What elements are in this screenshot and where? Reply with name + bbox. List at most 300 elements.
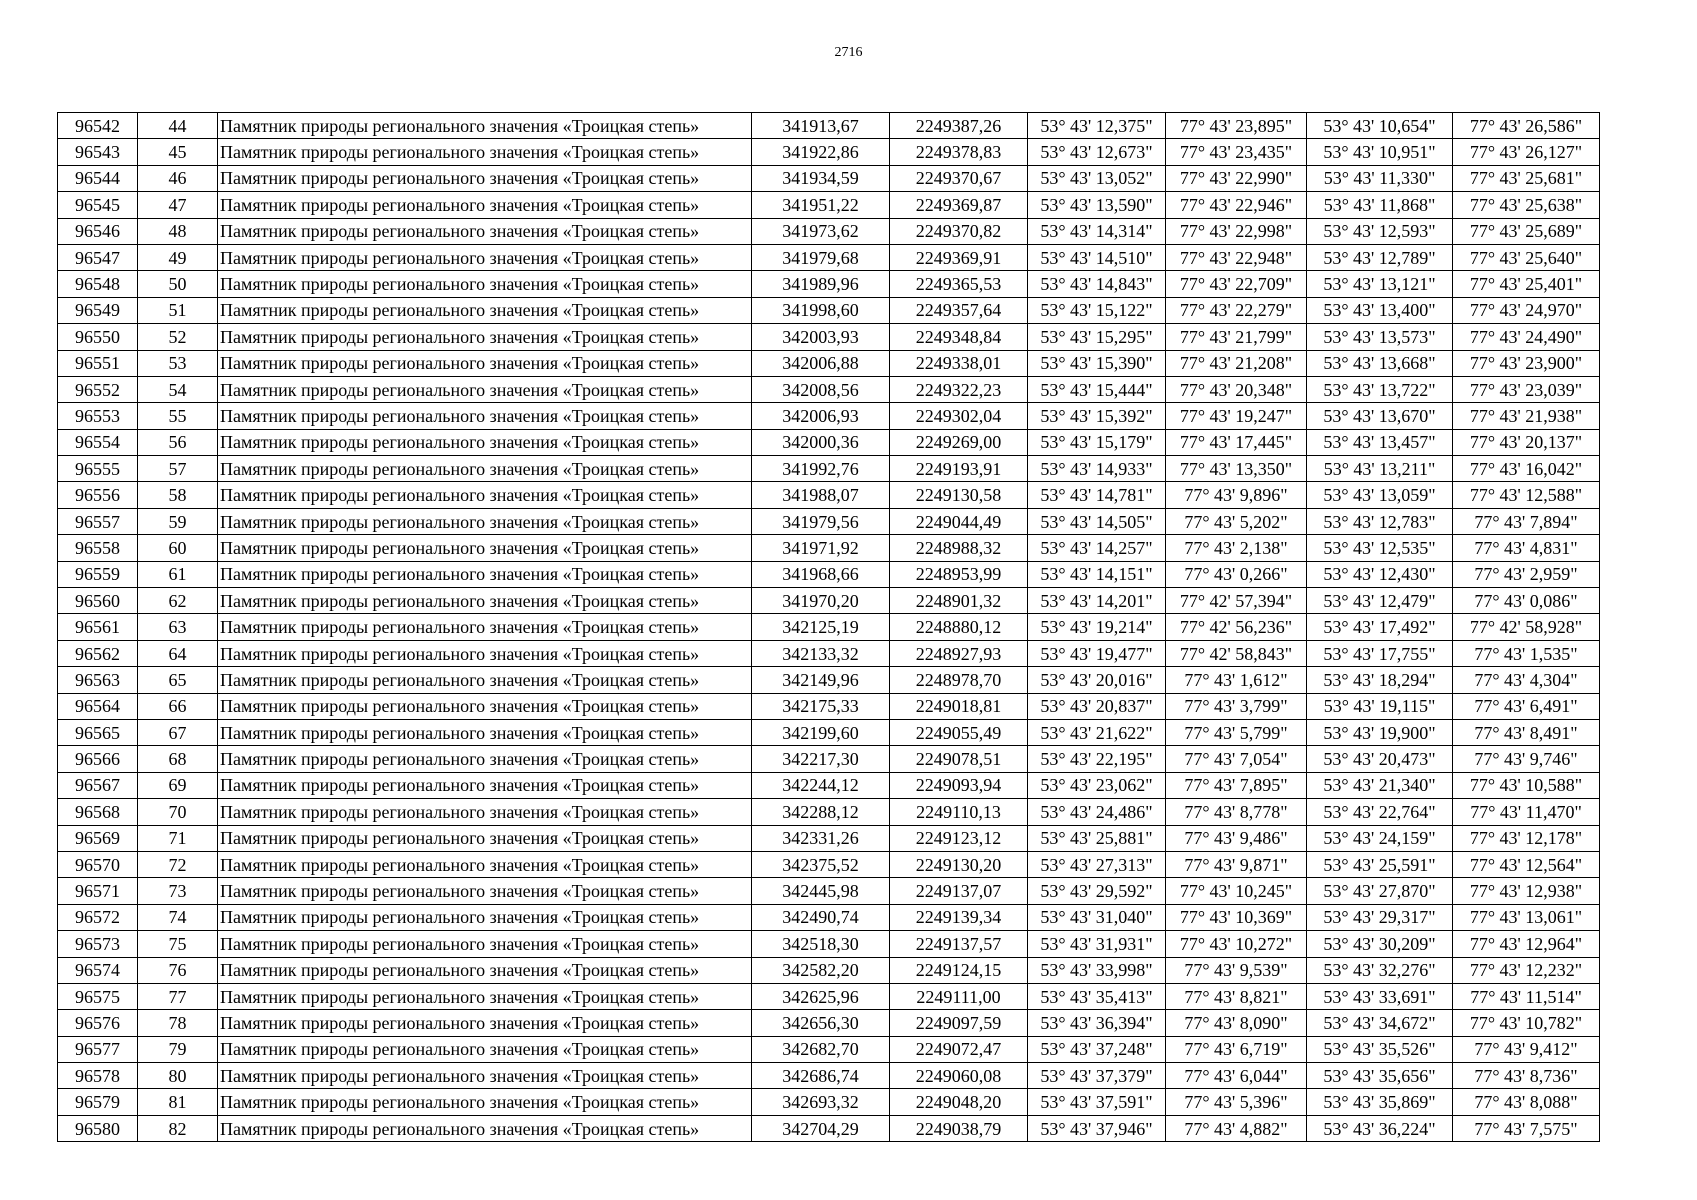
coord-y-cell: 2249130,20: [890, 851, 1028, 877]
latitude-1-cell: 53° 43' 19,477": [1028, 640, 1166, 666]
row-id-cell: 96560: [58, 588, 138, 614]
coord-y-cell: 2249078,51: [890, 746, 1028, 772]
coord-x-cell: 342006,93: [752, 403, 890, 429]
longitude-1-cell: 77° 43' 4,882": [1166, 1115, 1307, 1141]
longitude-2-cell: 77° 43' 23,039": [1453, 376, 1600, 402]
point-number-cell: 57: [138, 456, 218, 482]
longitude-1-cell: 77° 43' 22,998": [1166, 218, 1307, 244]
table-row: [58, 904, 1600, 930]
coord-y-cell: 2249139,34: [890, 904, 1028, 930]
longitude-1-cell: 77° 43' 6,719": [1166, 1036, 1307, 1062]
latitude-2-cell: 53° 43' 12,430": [1307, 561, 1453, 587]
row-id-cell: 96547: [58, 244, 138, 270]
table-row: [58, 218, 1600, 244]
coord-y-cell: 2249055,49: [890, 719, 1028, 745]
longitude-1-cell: 77° 43' 10,369": [1166, 904, 1307, 930]
table-row: [58, 376, 1600, 402]
coord-x-cell: 342375,52: [752, 851, 890, 877]
latitude-1-cell: 53° 43' 25,881": [1028, 825, 1166, 851]
longitude-1-cell: 77° 43' 9,871": [1166, 851, 1307, 877]
coord-x-cell: 342003,93: [752, 324, 890, 350]
longitude-1-cell: 77° 43' 5,799": [1166, 719, 1307, 745]
row-id-cell: 96572: [58, 904, 138, 930]
longitude-1-cell: 77° 43' 22,990": [1166, 165, 1307, 191]
latitude-1-cell: 53° 43' 20,837": [1028, 693, 1166, 719]
coord-y-cell: 2249302,04: [890, 403, 1028, 429]
table-row: [58, 614, 1600, 640]
latitude-2-cell: 53° 43' 18,294": [1307, 667, 1453, 693]
point-number-cell: 53: [138, 350, 218, 376]
table-row: [58, 878, 1600, 904]
coord-y-cell: 2249369,91: [890, 244, 1028, 270]
object-name-cell: Памятник природы регионального значения «Троицкая степь»: [218, 1115, 752, 1141]
longitude-2-cell: 77° 43' 12,564": [1453, 851, 1600, 877]
coord-y-cell: 2249370,67: [890, 165, 1028, 191]
coord-y-cell: 2249357,64: [890, 297, 1028, 323]
latitude-2-cell: 53° 43' 32,276": [1307, 957, 1453, 983]
longitude-2-cell: 77° 43' 26,586": [1453, 113, 1600, 139]
coord-x-cell: 341951,22: [752, 192, 890, 218]
coord-x-cell: 342217,30: [752, 746, 890, 772]
table-row: [58, 244, 1600, 270]
longitude-1-cell: 77° 43' 20,348": [1166, 376, 1307, 402]
longitude-1-cell: 77° 43' 1,612": [1166, 667, 1307, 693]
longitude-2-cell: 77° 43' 1,535": [1453, 640, 1600, 666]
latitude-1-cell: 53° 43' 14,843": [1028, 271, 1166, 297]
longitude-1-cell: 77° 43' 10,245": [1166, 878, 1307, 904]
table-row: [58, 1010, 1600, 1036]
longitude-2-cell: 77° 43' 10,588": [1453, 772, 1600, 798]
longitude-2-cell: 77° 43' 26,127": [1453, 139, 1600, 165]
coord-x-cell: 342693,32: [752, 1089, 890, 1115]
row-id-cell: 96568: [58, 799, 138, 825]
latitude-2-cell: 53° 43' 13,211": [1307, 456, 1453, 482]
coord-y-cell: 2249137,57: [890, 931, 1028, 957]
coord-y-cell: 2249378,83: [890, 139, 1028, 165]
table-row: [58, 113, 1600, 139]
longitude-2-cell: 77° 43' 7,575": [1453, 1115, 1600, 1141]
coord-y-cell: 2249338,01: [890, 350, 1028, 376]
point-number-cell: 59: [138, 508, 218, 534]
longitude-1-cell: 77° 43' 2,138": [1166, 535, 1307, 561]
longitude-1-cell: 77° 43' 6,044": [1166, 1063, 1307, 1089]
longitude-1-cell: 77° 43' 22,948": [1166, 244, 1307, 270]
latitude-2-cell: 53° 43' 29,317": [1307, 904, 1453, 930]
latitude-1-cell: 53° 43' 14,314": [1028, 218, 1166, 244]
latitude-1-cell: 53° 43' 37,248": [1028, 1036, 1166, 1062]
point-number-cell: 50: [138, 271, 218, 297]
latitude-2-cell: 53° 43' 12,789": [1307, 244, 1453, 270]
longitude-1-cell: 77° 43' 9,539": [1166, 957, 1307, 983]
coord-y-cell: 2249124,15: [890, 957, 1028, 983]
longitude-2-cell: 77° 43' 11,470": [1453, 799, 1600, 825]
coord-x-cell: 342149,96: [752, 667, 890, 693]
longitude-1-cell: 77° 42' 57,394": [1166, 588, 1307, 614]
latitude-1-cell: 53° 43' 37,591": [1028, 1089, 1166, 1115]
latitude-1-cell: 53° 43' 27,313": [1028, 851, 1166, 877]
latitude-2-cell: 53° 43' 11,330": [1307, 165, 1453, 191]
latitude-1-cell: 53° 43' 23,062": [1028, 772, 1166, 798]
table-row: [58, 324, 1600, 350]
table-row: [58, 561, 1600, 587]
longitude-2-cell: 77° 43' 25,689": [1453, 218, 1600, 244]
row-id-cell: 96557: [58, 508, 138, 534]
coord-y-cell: 2249193,91: [890, 456, 1028, 482]
latitude-1-cell: 53° 43' 14,201": [1028, 588, 1166, 614]
longitude-2-cell: 77° 43' 13,061": [1453, 904, 1600, 930]
table-row: [58, 297, 1600, 323]
longitude-2-cell: 77° 43' 24,970": [1453, 297, 1600, 323]
longitude-1-cell: 77° 43' 22,279": [1166, 297, 1307, 323]
row-id-cell: 96564: [58, 693, 138, 719]
table-row: [58, 139, 1600, 165]
longitude-2-cell: 77° 43' 12,588": [1453, 482, 1600, 508]
point-number-cell: 63: [138, 614, 218, 640]
point-number-cell: 51: [138, 297, 218, 323]
coord-y-cell: 2249123,12: [890, 825, 1028, 851]
point-number-cell: 46: [138, 165, 218, 191]
point-number-cell: 74: [138, 904, 218, 930]
row-id-cell: 96558: [58, 535, 138, 561]
latitude-1-cell: 53° 43' 31,931": [1028, 931, 1166, 957]
coord-y-cell: 2249348,84: [890, 324, 1028, 350]
latitude-2-cell: 53° 43' 10,654": [1307, 113, 1453, 139]
coord-x-cell: 342133,32: [752, 640, 890, 666]
point-number-cell: 79: [138, 1036, 218, 1062]
latitude-1-cell: 53° 43' 14,510": [1028, 244, 1166, 270]
row-id-cell: 96549: [58, 297, 138, 323]
object-name-cell: Памятник природы регионального значения «Троицкая степь»: [218, 271, 752, 297]
longitude-2-cell: 77° 43' 12,232": [1453, 957, 1600, 983]
coord-x-cell: 341989,96: [752, 271, 890, 297]
longitude-2-cell: 77° 43' 9,746": [1453, 746, 1600, 772]
point-number-cell: 69: [138, 772, 218, 798]
object-name-cell: Памятник природы регионального значения «Троицкая степь»: [218, 244, 752, 270]
object-name-cell: Памятник природы регионального значения «Троицкая степь»: [218, 324, 752, 350]
table-row: [58, 1036, 1600, 1062]
point-number-cell: 64: [138, 640, 218, 666]
table-row: [58, 1115, 1600, 1141]
coord-x-cell: 342006,88: [752, 350, 890, 376]
point-number-cell: 82: [138, 1115, 218, 1141]
longitude-2-cell: 77° 43' 0,086": [1453, 588, 1600, 614]
row-id-cell: 96580: [58, 1115, 138, 1141]
coord-y-cell: 2248978,70: [890, 667, 1028, 693]
latitude-1-cell: 53° 43' 37,946": [1028, 1115, 1166, 1141]
coord-x-cell: 342445,98: [752, 878, 890, 904]
latitude-2-cell: 53° 43' 12,535": [1307, 535, 1453, 561]
latitude-2-cell: 53° 43' 33,691": [1307, 983, 1453, 1009]
coord-x-cell: 341971,92: [752, 535, 890, 561]
longitude-2-cell: 77° 43' 25,640": [1453, 244, 1600, 270]
coord-y-cell: 2249365,53: [890, 271, 1028, 297]
latitude-2-cell: 53° 43' 27,870": [1307, 878, 1453, 904]
longitude-2-cell: 77° 42' 58,928": [1453, 614, 1600, 640]
point-number-cell: 47: [138, 192, 218, 218]
coord-y-cell: 2249097,59: [890, 1010, 1028, 1036]
coord-x-cell: 341934,59: [752, 165, 890, 191]
latitude-2-cell: 53° 43' 13,670": [1307, 403, 1453, 429]
table-row: [58, 1089, 1600, 1115]
row-id-cell: 96562: [58, 640, 138, 666]
page-number: 2716: [834, 45, 863, 60]
latitude-2-cell: 53° 43' 12,783": [1307, 508, 1453, 534]
object-name-cell: Памятник природы регионального значения «Троицкая степь»: [218, 429, 752, 455]
latitude-2-cell: 53° 43' 35,656": [1307, 1063, 1453, 1089]
coord-x-cell: 341998,60: [752, 297, 890, 323]
point-number-cell: 68: [138, 746, 218, 772]
coord-x-cell: 341988,07: [752, 482, 890, 508]
latitude-2-cell: 53° 43' 19,115": [1307, 693, 1453, 719]
longitude-1-cell: 77° 43' 22,709": [1166, 271, 1307, 297]
coord-y-cell: 2249060,08: [890, 1063, 1028, 1089]
point-number-cell: 49: [138, 244, 218, 270]
object-name-cell: Памятник природы регионального значения «Троицкая степь»: [218, 825, 752, 851]
longitude-2-cell: 77° 43' 23,900": [1453, 350, 1600, 376]
latitude-2-cell: 53° 43' 30,209": [1307, 931, 1453, 957]
row-id-cell: 96552: [58, 376, 138, 402]
latitude-1-cell: 53° 43' 36,394": [1028, 1010, 1166, 1036]
table-row: [58, 350, 1600, 376]
longitude-1-cell: 77° 43' 21,799": [1166, 324, 1307, 350]
table-row: [58, 535, 1600, 561]
row-id-cell: 96579: [58, 1089, 138, 1115]
latitude-1-cell: 53° 43' 12,673": [1028, 139, 1166, 165]
latitude-2-cell: 53° 43' 12,479": [1307, 588, 1453, 614]
coord-x-cell: 342582,20: [752, 957, 890, 983]
point-number-cell: 48: [138, 218, 218, 244]
row-id-cell: 96574: [58, 957, 138, 983]
object-name-cell: Памятник природы регионального значения «Троицкая степь»: [218, 218, 752, 244]
row-id-cell: 96542: [58, 113, 138, 139]
object-name-cell: Памятник природы регионального значения «Троицкая степь»: [218, 403, 752, 429]
coord-x-cell: 342331,26: [752, 825, 890, 851]
latitude-1-cell: 53° 43' 15,390": [1028, 350, 1166, 376]
row-id-cell: 96577: [58, 1036, 138, 1062]
coord-y-cell: 2249093,94: [890, 772, 1028, 798]
object-name-cell: Памятник природы регионального значения «Троицкая степь»: [218, 1089, 752, 1115]
latitude-1-cell: 53° 43' 15,295": [1028, 324, 1166, 350]
coord-x-cell: 342518,30: [752, 931, 890, 957]
point-number-cell: 77: [138, 983, 218, 1009]
longitude-1-cell: 77° 43' 9,486": [1166, 825, 1307, 851]
row-id-cell: 96545: [58, 192, 138, 218]
point-number-cell: 44: [138, 113, 218, 139]
longitude-2-cell: 77° 43' 10,782": [1453, 1010, 1600, 1036]
longitude-2-cell: 77° 43' 8,088": [1453, 1089, 1600, 1115]
longitude-1-cell: 77° 43' 5,396": [1166, 1089, 1307, 1115]
table-row: [58, 799, 1600, 825]
coord-x-cell: 342656,30: [752, 1010, 890, 1036]
longitude-2-cell: 77° 43' 8,491": [1453, 719, 1600, 745]
object-name-cell: Памятник природы регионального значения «Троицкая степь»: [218, 1010, 752, 1036]
coord-y-cell: 2249269,00: [890, 429, 1028, 455]
latitude-2-cell: 53° 43' 35,869": [1307, 1089, 1453, 1115]
latitude-2-cell: 53° 43' 13,121": [1307, 271, 1453, 297]
row-id-cell: 96561: [58, 614, 138, 640]
object-name-cell: Памятник природы регионального значения «Троицкая степь»: [218, 588, 752, 614]
longitude-1-cell: 77° 42' 56,236": [1166, 614, 1307, 640]
coord-x-cell: 342704,29: [752, 1115, 890, 1141]
longitude-1-cell: 77° 43' 13,350": [1166, 456, 1307, 482]
object-name-cell: Памятник природы регионального значения «Троицкая степь»: [218, 297, 752, 323]
coordinates-table: [57, 112, 1600, 1142]
longitude-2-cell: 77° 43' 11,514": [1453, 983, 1600, 1009]
object-name-cell: Памятник природы регионального значения «Троицкая степь»: [218, 904, 752, 930]
longitude-2-cell: 77° 43' 25,681": [1453, 165, 1600, 191]
table-row: [58, 429, 1600, 455]
point-number-cell: 45: [138, 139, 218, 165]
object-name-cell: Памятник природы регионального значения «Троицкая степь»: [218, 799, 752, 825]
table-row: [58, 851, 1600, 877]
longitude-2-cell: 77° 43' 4,831": [1453, 535, 1600, 561]
table-row: [58, 772, 1600, 798]
latitude-2-cell: 53° 43' 36,224": [1307, 1115, 1453, 1141]
longitude-2-cell: 77° 43' 12,964": [1453, 931, 1600, 957]
latitude-1-cell: 53° 43' 21,622": [1028, 719, 1166, 745]
longitude-1-cell: 77° 42' 58,843": [1166, 640, 1307, 666]
latitude-1-cell: 53° 43' 14,933": [1028, 456, 1166, 482]
latitude-2-cell: 53° 43' 17,492": [1307, 614, 1453, 640]
latitude-1-cell: 53° 43' 35,413": [1028, 983, 1166, 1009]
longitude-1-cell: 77° 43' 5,202": [1166, 508, 1307, 534]
point-number-cell: 72: [138, 851, 218, 877]
longitude-2-cell: 77° 43' 12,178": [1453, 825, 1600, 851]
longitude-1-cell: 77° 43' 19,247": [1166, 403, 1307, 429]
longitude-1-cell: 77° 43' 22,946": [1166, 192, 1307, 218]
point-number-cell: 75: [138, 931, 218, 957]
row-id-cell: 96569: [58, 825, 138, 851]
point-number-cell: 76: [138, 957, 218, 983]
table-row: [58, 1063, 1600, 1089]
object-name-cell: Памятник природы регионального значения «Троицкая степь»: [218, 192, 752, 218]
coord-x-cell: 342175,33: [752, 693, 890, 719]
object-name-cell: Памятник природы регионального значения «Троицкая степь»: [218, 376, 752, 402]
table-row: [58, 588, 1600, 614]
coord-x-cell: 341992,76: [752, 456, 890, 482]
coord-x-cell: 342288,12: [752, 799, 890, 825]
point-number-cell: 70: [138, 799, 218, 825]
longitude-2-cell: 77° 43' 9,412": [1453, 1036, 1600, 1062]
longitude-1-cell: 77° 43' 17,445": [1166, 429, 1307, 455]
coord-y-cell: 2249038,79: [890, 1115, 1028, 1141]
coord-x-cell: 341970,20: [752, 588, 890, 614]
object-name-cell: Памятник природы регионального значения «Троицкая степь»: [218, 561, 752, 587]
object-name-cell: Памятник природы регионального значения «Троицкая степь»: [218, 482, 752, 508]
latitude-2-cell: 53° 43' 10,951": [1307, 139, 1453, 165]
row-id-cell: 96559: [58, 561, 138, 587]
table-row: [58, 482, 1600, 508]
point-number-cell: 65: [138, 667, 218, 693]
object-name-cell: Памятник природы регионального значения «Троицкая степь»: [218, 983, 752, 1009]
coord-y-cell: 2249369,87: [890, 192, 1028, 218]
row-id-cell: 96543: [58, 139, 138, 165]
table-row: [58, 192, 1600, 218]
longitude-2-cell: 77° 43' 24,490": [1453, 324, 1600, 350]
row-id-cell: 96553: [58, 403, 138, 429]
point-number-cell: 61: [138, 561, 218, 587]
latitude-1-cell: 53° 43' 12,375": [1028, 113, 1166, 139]
object-name-cell: Памятник природы регионального значения «Троицкая степь»: [218, 1063, 752, 1089]
coord-x-cell: 341913,67: [752, 113, 890, 139]
latitude-1-cell: 53° 43' 22,195": [1028, 746, 1166, 772]
longitude-2-cell: 77° 43' 4,304": [1453, 667, 1600, 693]
point-number-cell: 62: [138, 588, 218, 614]
latitude-1-cell: 53° 43' 29,592": [1028, 878, 1166, 904]
latitude-2-cell: 53° 43' 19,900": [1307, 719, 1453, 745]
coord-y-cell: 2248953,99: [890, 561, 1028, 587]
longitude-2-cell: 77° 43' 7,894": [1453, 508, 1600, 534]
row-id-cell: 96570: [58, 851, 138, 877]
table-row: [58, 165, 1600, 191]
latitude-1-cell: 53° 43' 15,392": [1028, 403, 1166, 429]
coord-x-cell: 341973,62: [752, 218, 890, 244]
table-row: [58, 957, 1600, 983]
longitude-1-cell: 77° 43' 0,266": [1166, 561, 1307, 587]
latitude-2-cell: 53° 43' 13,457": [1307, 429, 1453, 455]
longitude-1-cell: 77° 43' 7,054": [1166, 746, 1307, 772]
latitude-2-cell: 53° 43' 12,593": [1307, 218, 1453, 244]
row-id-cell: 96576: [58, 1010, 138, 1036]
coord-x-cell: 341968,66: [752, 561, 890, 587]
row-id-cell: 96551: [58, 350, 138, 376]
latitude-2-cell: 53° 43' 13,722": [1307, 376, 1453, 402]
longitude-1-cell: 77° 43' 23,435": [1166, 139, 1307, 165]
object-name-cell: Памятник природы регионального значения «Троицкая степь»: [218, 456, 752, 482]
coord-x-cell: 342008,56: [752, 376, 890, 402]
longitude-2-cell: 77° 43' 20,137": [1453, 429, 1600, 455]
row-id-cell: 96548: [58, 271, 138, 297]
coord-x-cell: 342490,74: [752, 904, 890, 930]
latitude-2-cell: 53° 43' 13,573": [1307, 324, 1453, 350]
row-id-cell: 96567: [58, 772, 138, 798]
table-row: [58, 271, 1600, 297]
longitude-2-cell: 77° 43' 6,491": [1453, 693, 1600, 719]
object-name-cell: Памятник природы регионального значения «Троицкая степь»: [218, 535, 752, 561]
table-body: [58, 113, 1600, 1142]
latitude-2-cell: 53° 43' 21,340": [1307, 772, 1453, 798]
coord-y-cell: 2249370,82: [890, 218, 1028, 244]
latitude-1-cell: 53° 43' 19,214": [1028, 614, 1166, 640]
coord-y-cell: 2248901,32: [890, 588, 1028, 614]
coord-y-cell: 2249137,07: [890, 878, 1028, 904]
object-name-cell: Памятник природы регионального значения «Троицкая степь»: [218, 614, 752, 640]
object-name-cell: Памятник природы регионального значения «Троицкая степь»: [218, 851, 752, 877]
coord-x-cell: 342682,70: [752, 1036, 890, 1062]
table-row: [58, 693, 1600, 719]
latitude-1-cell: 53° 43' 15,122": [1028, 297, 1166, 323]
table-row: [58, 640, 1600, 666]
point-number-cell: 58: [138, 482, 218, 508]
coord-x-cell: 342244,12: [752, 772, 890, 798]
longitude-2-cell: 77° 43' 12,938": [1453, 878, 1600, 904]
longitude-1-cell: 77° 43' 8,090": [1166, 1010, 1307, 1036]
table-row: [58, 983, 1600, 1009]
row-id-cell: 96554: [58, 429, 138, 455]
coord-x-cell: 341922,86: [752, 139, 890, 165]
point-number-cell: 71: [138, 825, 218, 851]
table-row: [58, 508, 1600, 534]
latitude-2-cell: 53° 43' 13,668": [1307, 350, 1453, 376]
object-name-cell: Памятник природы регионального значения «Троицкая степь»: [218, 640, 752, 666]
longitude-1-cell: 77° 43' 3,799": [1166, 693, 1307, 719]
latitude-2-cell: 53° 43' 17,755": [1307, 640, 1453, 666]
longitude-1-cell: 77° 43' 23,895": [1166, 113, 1307, 139]
latitude-1-cell: 53° 43' 14,257": [1028, 535, 1166, 561]
latitude-1-cell: 53° 43' 14,151": [1028, 561, 1166, 587]
object-name-cell: Памятник природы регионального значения «Троицкая степь»: [218, 957, 752, 983]
point-number-cell: 67: [138, 719, 218, 745]
